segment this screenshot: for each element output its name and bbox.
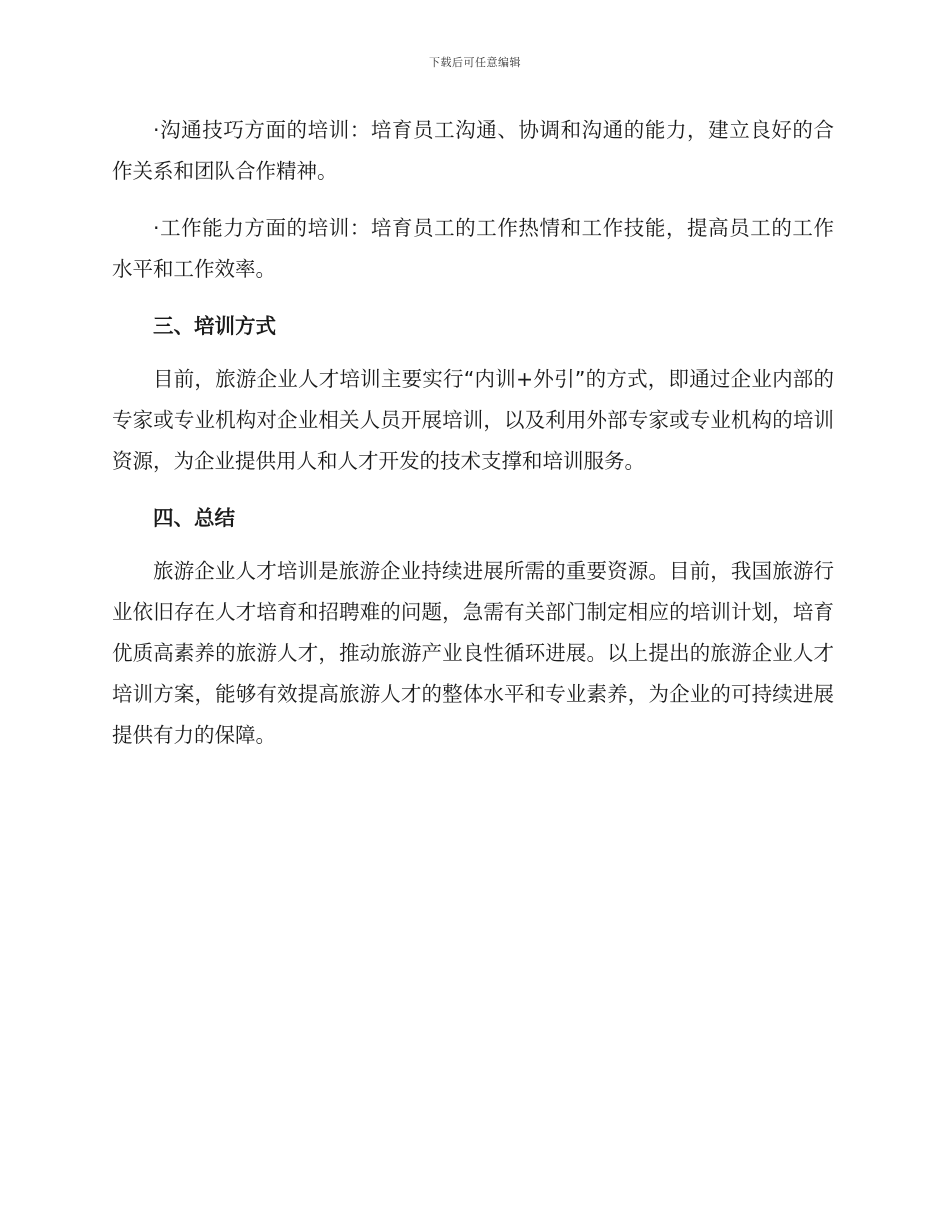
heading-summary: 四、总结 xyxy=(153,506,235,530)
bullet-work-ability-training: ·工作能力方面的培训：培育员工的工作热情和工作技能，提高员工的工作水平和工作效率。 xyxy=(112,216,834,281)
heading-training-method: 三、培训方式 xyxy=(153,314,276,338)
document-body xyxy=(112,110,834,772)
bullet-communication-training: ·沟通技巧方面的培训：培育员工沟通、协调和沟通的能力，建立良好的合作关系和团队合作精神。 xyxy=(112,118,834,183)
paragraph-training-method: 目前，旅游企业人才培训主要实行“内训+外引”的方式，即通过企业内部的专家或专业机构对企业相关人员开展培训，以及利用外部专家或专业机构的培训资源，为企业提供用人和人才开发的技术支撑和培训服务。 xyxy=(112,367,834,473)
page-header: 下载后可任意编辑 xyxy=(429,56,521,69)
paragraph-summary: 旅游企业人才培训是旅游企业持续进展所需的重要资源。目前，我国旅游行业依旧存在人才培育和招聘难的问题，急需有关部门制定相应的培训计划，培育优质高素养的旅游人才，推动旅游产业良性循环进展。以上提出的旅游企业人才培训方案，能够有效提高旅游人才的整体水平和专业素养，为企业的可持续进展提供有力的保障。 xyxy=(112,559,834,747)
